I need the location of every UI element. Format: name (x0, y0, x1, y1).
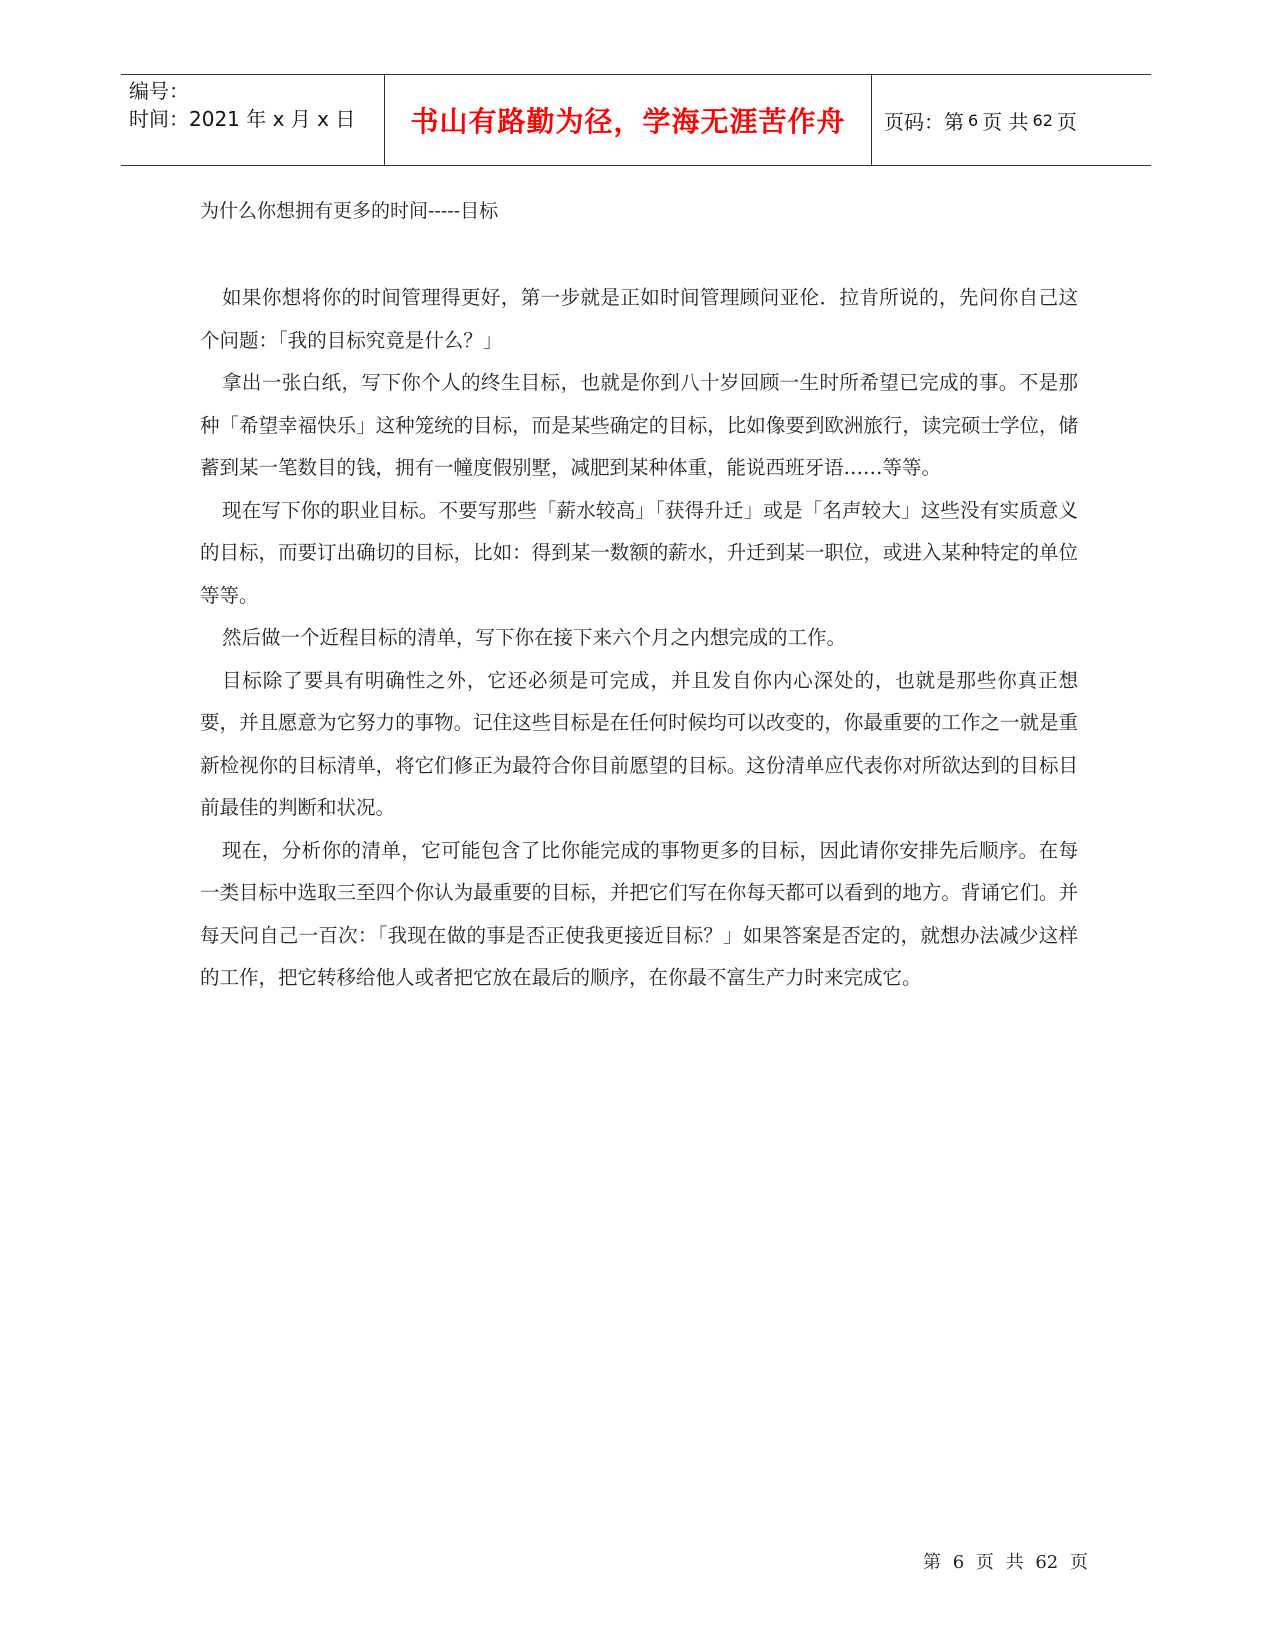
document-number-label: 编号： (129, 79, 189, 103)
page-footer: 第 6 页 共 62 页 (923, 1552, 1088, 1573)
page-total: 62 (1032, 110, 1053, 130)
header-motto-cell (385, 75, 872, 165)
page-header (121, 74, 1151, 166)
page-middle: 页 共 (982, 109, 1029, 134)
paragraph: 现在，分析你的清单，它可能包含了比你能完成的事物更多的目标，因此请你安排先后顺序。在每一类目标中选取三至四个你认为最重要的目标，并把它们写在你每天都可以看到的地方。背诵它们。并每天问自己一百次：「我现在做的事是否正使我更接近目标？」如果答案是否定的，就想办法减少这样的工作，把它转移给他人或者把它放在最后的顺序，在你最不富生产力时来完成它。 (200, 838, 1078, 989)
paragraph: 然后做一个近程目标的清单，写下你在接下来六个月之内想完成的工作。 (222, 626, 847, 649)
paragraph: 拿出一张白纸，写下你个人的终生目标，也就是你到八十岁回顾一生时所希望已完成的事。不是那种「希望幸福快乐」这种笼统的目标，而是某些确定的目标，比如像要到欧洲旅行，读完硕士学位，储蓄到某一笔数目的钱，拥有一幢度假别墅，减肥到某种体重，能说西班牙语……等等。 (200, 371, 1078, 479)
header-motto: 书山有路勤为径，学海无涯苦作舟 (410, 105, 846, 138)
page-prefix: 页码：第 (884, 109, 964, 134)
document-time-label: 时间：2021 年 x 月 x 日 (129, 107, 356, 131)
paragraph: 如果你想将你的时间管理得更好，第一步就是正如时间管理顾问亚伦．拉肯所说的，先问你自己这个问题：「我的目标究竟是什么？」 (200, 286, 1078, 352)
header-page-info (872, 75, 1151, 165)
page-current: 6 (968, 110, 979, 130)
paragraph: 现在写下你的职业目标。不要写那些「薪水较高」「获得升迁」或是「名声较大」这些没有实质意义的目标，而要订出确切的目标，比如：得到某一数额的薪水，升迁到某一职位，或进入某种特定的单位等等。 (200, 498, 1078, 607)
page-suffix: 页 (1056, 109, 1077, 134)
header-meta (121, 75, 385, 165)
body-text (200, 277, 1078, 1000)
paragraph: 目标除了要具有明确性之外，它还必须是可完成，并且发自你内心深处的，也就是那些你真正想要，并且愿意为它努力的事物。记住这些目标是在任何时候均可以改变的，你最重要的工作之一就是重新检视你的目标清单，将它们修正为最符合你目前愿望的目标。这份清单应代表你对所欲达到的目标目前最佳的判断和状况。 (200, 668, 1078, 819)
section-title: 为什么你想拥有更多的时间-----目标 (200, 200, 499, 222)
